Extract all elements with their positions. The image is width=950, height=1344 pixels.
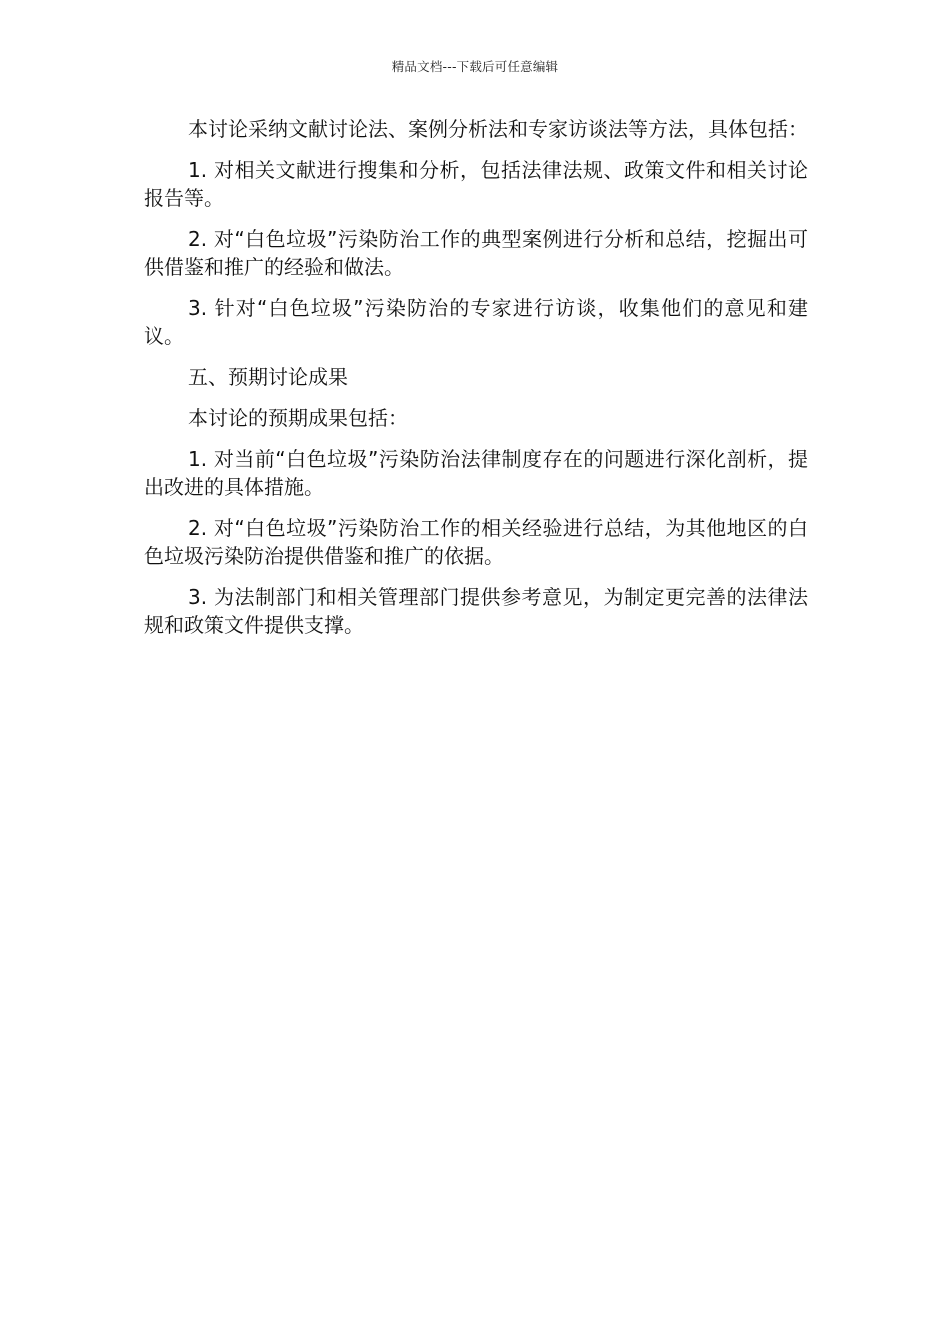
paragraph-result-3: 3. 为法制部门和相关管理部门提供参考意见，为制定更完善的法律法规和政策文件提供支撑。 — [144, 585, 808, 637]
paragraph-results-intro: 本讨论的预期成果包括： — [188, 406, 408, 430]
paragraph-method-2: 2. 对“白色垃圾”污染防治工作的典型案例进行分析和总结，挖掘出可供借鉴和推广的经验和做法。 — [144, 227, 808, 279]
document-body — [144, 115, 808, 652]
paragraph-method-3: 3. 针对“白色垃圾”污染防治的专家进行访谈，收集他们的意见和建议。 — [144, 296, 808, 348]
page-header: 精品文档---下载后可任意编辑 — [391, 59, 559, 74]
paragraph-result-2: 2. 对“白色垃圾”污染防治工作的相关经验进行总结，为其他地区的白色垃圾污染防治提供借鉴和推广的依据。 — [144, 516, 808, 568]
paragraph-method-1: 1. 对相关文献进行搜集和分析，包括法律法规、政策文件和相关讨论报告等。 — [144, 158, 808, 210]
paragraph-methods-intro: 本讨论采纳文献讨论法、案例分析法和专家访谈法等方法，具体包括： — [188, 117, 808, 141]
paragraph-result-1: 1. 对当前“白色垃圾”污染防治法律制度存在的问题进行深化剖析，提出改进的具体措施。 — [144, 447, 808, 499]
section-heading-expected-results: 五、预期讨论成果 — [188, 365, 348, 389]
